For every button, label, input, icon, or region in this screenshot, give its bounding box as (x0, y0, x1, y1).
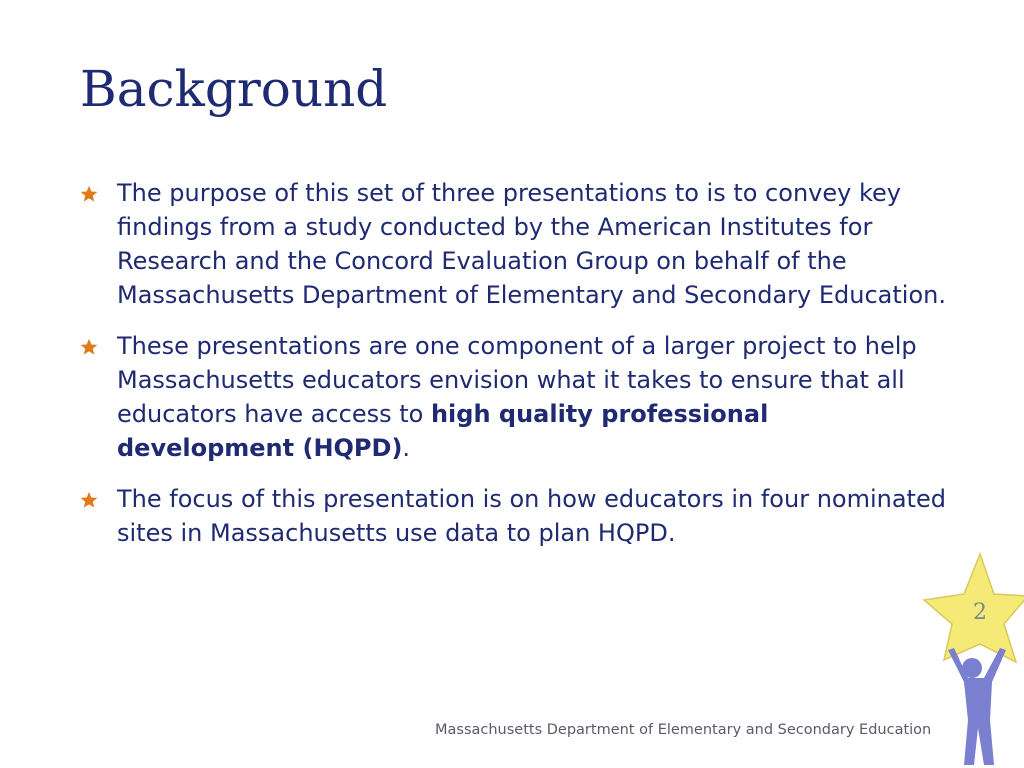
star-bullet-icon (80, 338, 98, 356)
slide-title: Background (80, 60, 388, 118)
bullet-text: The focus of this presentation is on how educators in four nominated sites in Massachusetts use data to plan HQPD. (117, 485, 946, 547)
bullet-item (80, 482, 950, 550)
star-bullet-icon (80, 491, 98, 509)
bullet-item (80, 329, 950, 465)
footer-text: Massachusetts Department of Elementary and Secondary Education (435, 722, 932, 738)
bullet-text-end: . (402, 434, 411, 462)
star-person-logo-icon (920, 550, 1024, 768)
bullet-text: These presentations are one component of a larger project to help Massachusetts educators envision what it takes to ensure that all educators have access to (117, 332, 917, 428)
star-bullet-icon (80, 185, 98, 203)
bullet-list (80, 176, 950, 567)
bullet-bold-text: high quality professional development (HQPD) (117, 400, 769, 462)
bullet-text: The purpose of this set of three presentations to is to convey key findings from a study conducted by the American Institutes for Research and the Concord Evaluation Group on behalf of the Massachusetts Department of Elementary and Secondary Education. (117, 179, 946, 309)
page-number: 2 (973, 600, 987, 625)
bullet-item (80, 176, 950, 312)
